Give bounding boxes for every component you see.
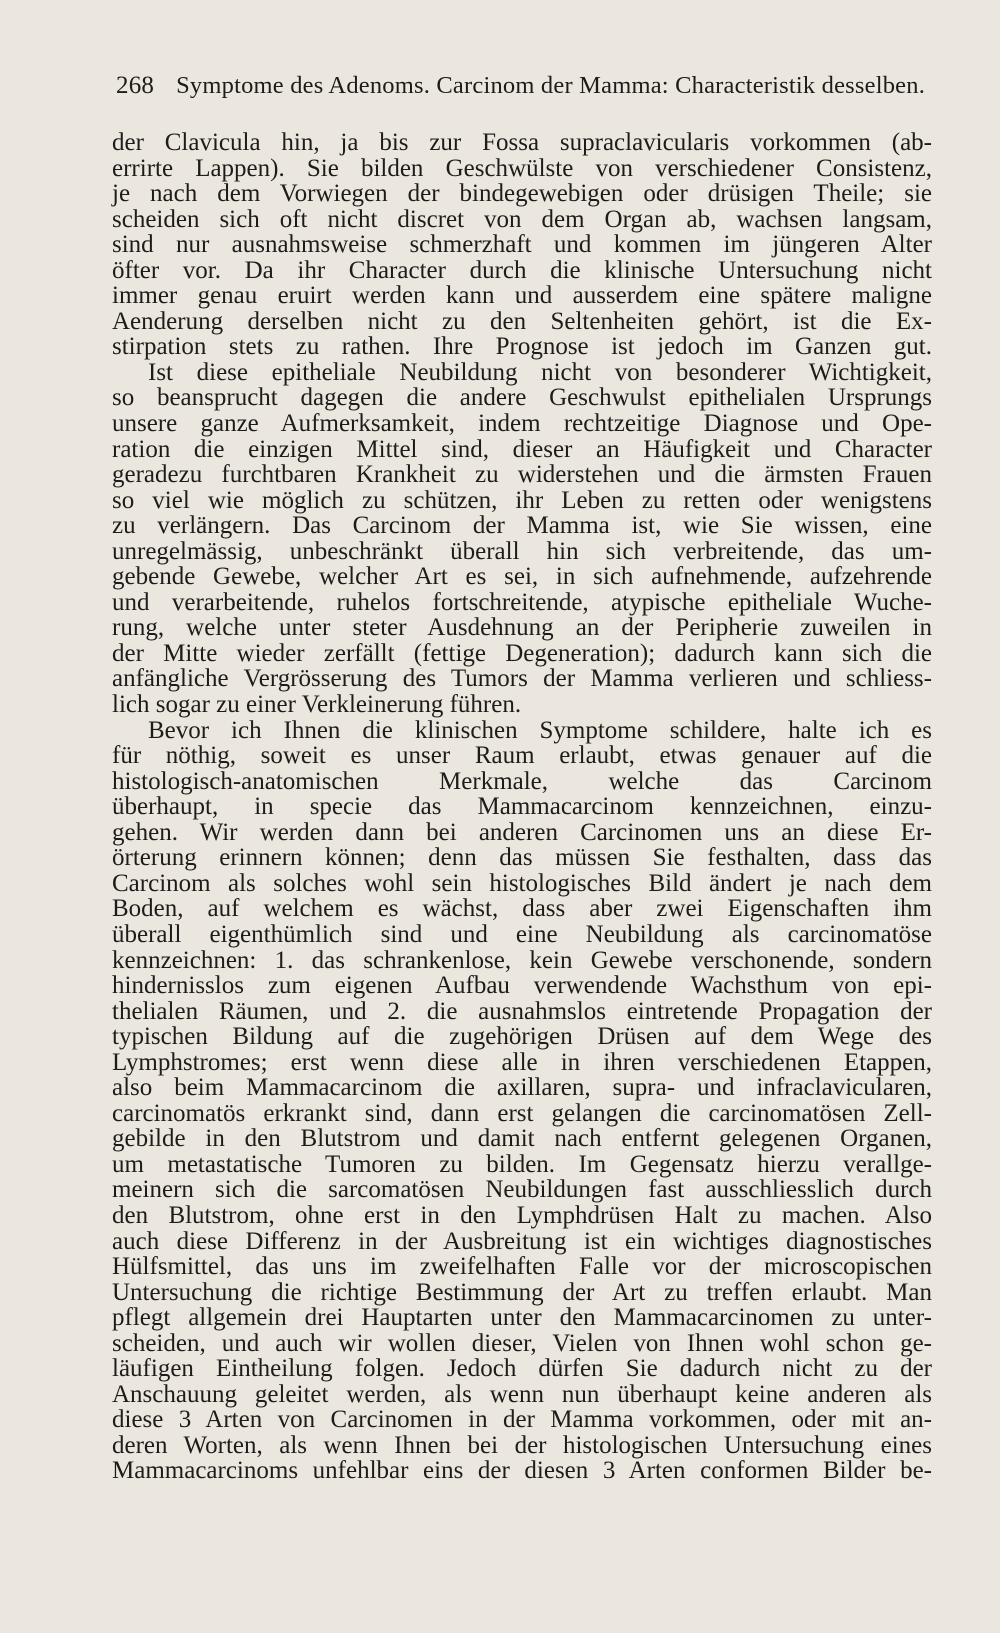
text-line: so beansprucht dagegen die andere Geschwulst epithelialen Ursprungs bbox=[112, 384, 932, 412]
text-line: immer genau eruirt werden kann und ausserdem eine spätere maligne bbox=[112, 282, 932, 310]
text-line: pflegt allgemein drei Hauptarten unter den Mammacarcinomen zu unter- bbox=[112, 1304, 932, 1332]
text-line: örterung erinnern können; denn das müssen Sie festhalten, dass das bbox=[112, 844, 932, 872]
text-line: errirte Lappen). Sie bilden Geschwülste von verschiedener Consistenz, bbox=[112, 154, 932, 182]
text-line bbox=[112, 1510, 932, 1536]
text-line: sind nur ausnahmsweise schmerzhaft und kommen im jüngeren Alter bbox=[112, 231, 932, 259]
text-line: Mammacarcinoms unfehlbar eins der diesen 3 Arten conformen Bilder be- bbox=[112, 1457, 932, 1485]
text-line: je nach dem Vorwiegen der bindegewebigen oder drüsigen Theile; sie bbox=[112, 180, 932, 208]
text-line: und verarbeitende, ruhelos fortschreitende, atypische epitheliale Wuche- bbox=[112, 588, 932, 616]
text-line: überall eigenthümlich sind und eine Neubildung als carcinomatöse bbox=[112, 920, 932, 948]
text-line: thelialen Räumen, und 2. die ausnahmslos eintretende Propagation der bbox=[112, 997, 932, 1025]
body-text bbox=[112, 130, 932, 1561]
text-line: geradezu furchtbaren Krankheit zu widerstehen und die ärmsten Frauen bbox=[112, 461, 932, 489]
text-line bbox=[112, 1484, 932, 1510]
text-line: typischen Bildung auf die zugehörigen Drüsen auf dem Wege des bbox=[112, 1023, 932, 1051]
text-line: läufigen Eintheilung folgen. Jedoch dürfen Sie dadurch nicht zu der bbox=[112, 1355, 932, 1383]
text-line: diese 3 Arten von Carcinomen in der Mamma vorkommen, oder mit an- bbox=[112, 1406, 932, 1434]
text-line: scheiden sich oft nicht discret von dem Organ ab, wachsen langsam, bbox=[112, 205, 932, 233]
text-line: Aenderung derselben nicht zu den Seltenheiten gehört, ist die Ex- bbox=[112, 307, 932, 335]
text-line: rung, welche unter steter Ausdehnung an der Peripherie zuweilen in bbox=[112, 614, 932, 642]
text-line: hindernisslos zum eigenen Aufbau verwendende Wachsthum von epi- bbox=[112, 972, 932, 1000]
text-line: der Clavicula hin, ja bis zur Fossa supraclavicularis vorkommen (ab- bbox=[112, 129, 932, 156]
text-line: Lymphstromes; erst wenn diese alle in ihren verschiedenen Etappen, bbox=[112, 1048, 932, 1076]
text-line: Ist diese epitheliale Neubildung nicht von besonderer Wichtigkeit, bbox=[148, 358, 932, 386]
text-line: histologisch-anatomischen Merkmale, welche das Carcinom bbox=[112, 767, 932, 795]
text-line: so viel wie möglich zu schützen, ihr Leben zu retten oder wenigstens bbox=[112, 486, 932, 514]
text-line: stirpation stets zu rathen. Ihre Prognose ist jedoch im Ganzen gut. bbox=[112, 333, 932, 361]
text-line: Boden, auf welchem es wächst, dass aber zwei Eigenschaften ihm bbox=[112, 895, 932, 923]
text-line: unsere ganze Aufmerksamkeit, indem rechtzeitige Diagnose und Ope- bbox=[112, 410, 932, 438]
text-line: also beim Mammacarcinom die axillaren, supra- und infraclavicularen, bbox=[112, 1074, 932, 1102]
text-line: der Mitte wieder zerfällt (fettige Degeneration); dadurch kann sich die bbox=[112, 639, 932, 667]
text-line: auch diese Differenz in der Ausbreitung ist ein wichtiges diagnostisches bbox=[112, 1227, 932, 1255]
text-line: unregelmässig, unbeschränkt überall hin sich verbreitende, das um- bbox=[112, 537, 932, 565]
text-line: deren Worten, als wenn Ihnen bei der histologischen Untersuchung eines bbox=[112, 1431, 932, 1459]
text-line: Bevor ich Ihnen die klinischen Symptome schildere, halte ich es bbox=[148, 716, 932, 744]
text-line: öfter vor. Da ihr Character durch die klinische Untersuchung nicht bbox=[112, 256, 932, 284]
running-title: Symptome des Adenoms. Carcinom der Mamma: Characteristik desselben. bbox=[176, 72, 926, 99]
text-line: meinern sich die sarcomatösen Neubildungen fast ausschliesslich durch bbox=[112, 1176, 932, 1204]
text-line: Untersuchung die richtige Bestimmung der Art zu treffen erlaubt. Man bbox=[112, 1278, 932, 1306]
text-line: zu verlängern. Das Carcinom der Mamma ist, wie Sie wissen, eine bbox=[112, 512, 932, 540]
text-line: carcinomatös erkrankt sind, dann erst gelangen die carcinomatösen Zell- bbox=[112, 1099, 932, 1127]
running-header bbox=[116, 72, 928, 100]
text-line: lich sogar zu einer Verkleinerung führen. bbox=[112, 691, 522, 719]
text-line: Carcinom als solches wohl sein histologisches Bild ändert je nach dem bbox=[112, 869, 932, 897]
text-line: anfängliche Vergrösserung des Tumors der Mamma verlieren und schliess- bbox=[112, 665, 932, 693]
text-line: ration die einzigen Mittel sind, dieser an Häufigkeit und Character bbox=[112, 435, 932, 463]
text-line: den Blutstrom, ohne erst in den Lymphdrüsen Halt zu machen. Also bbox=[112, 1201, 932, 1229]
text-line: um metastatische Tumoren zu bilden. Im Gegensatz hierzu verallge- bbox=[112, 1150, 932, 1178]
text-line: scheiden, und auch wir wollen dieser, Vielen von Ihnen wohl schon ge- bbox=[112, 1329, 932, 1357]
text-line: gebende Gewebe, welcher Art es sei, in sich aufnehmende, aufzehrende bbox=[112, 563, 932, 591]
text-line: überhaupt, in specie das Mammacarcinom kennzeichnen, einzu- bbox=[112, 793, 932, 821]
page-number: 268 bbox=[116, 72, 155, 99]
text-line: für nöthig, soweit es unser Raum erlaubt, etwas genauer auf die bbox=[112, 742, 932, 770]
text-line bbox=[112, 1535, 932, 1561]
text-line: gehen. Wir werden dann bei anderen Carcinomen uns an diese Er- bbox=[112, 818, 932, 846]
text-line: kennzeichnen: 1. das schrankenlose, kein Gewebe verschonende, sondern bbox=[112, 946, 932, 974]
text-line: Anschauung geleitet werden, als wenn nun überhaupt keine anderen als bbox=[112, 1380, 932, 1408]
text-line: gebilde in den Blutstrom und damit nach entfernt gelegenen Organen, bbox=[112, 1125, 932, 1153]
text-line: Hülfsmittel, das uns im zweifelhaften Falle vor der microscopischen bbox=[112, 1253, 932, 1281]
